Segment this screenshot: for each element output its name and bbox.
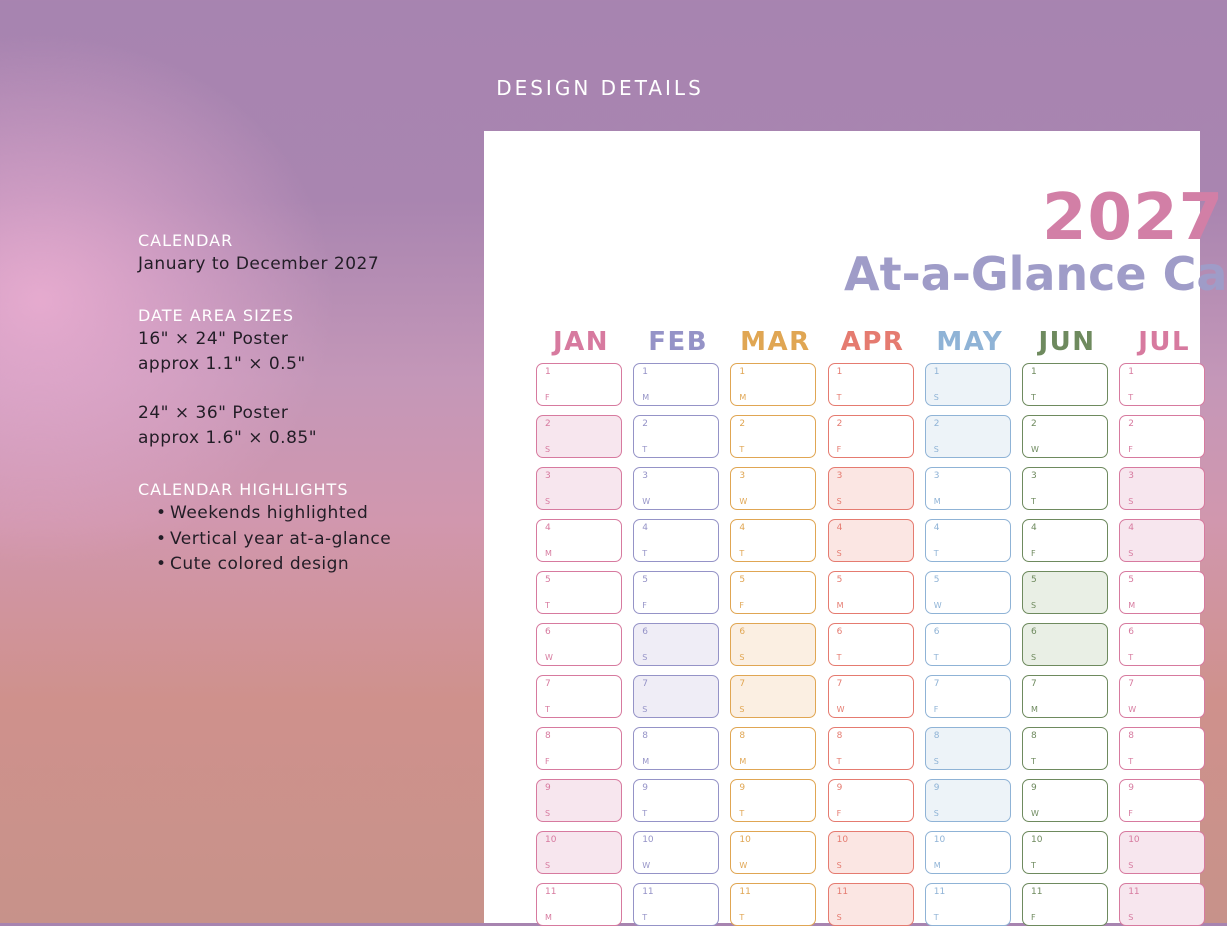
day-cell xyxy=(1022,571,1108,614)
day-number: 9 xyxy=(933,783,940,793)
day-number: 1 xyxy=(1128,367,1134,377)
day-number: 7 xyxy=(739,679,746,689)
weekday-letter: T xyxy=(642,445,648,454)
day-cell xyxy=(1119,571,1205,614)
day-cell xyxy=(633,571,719,614)
day-cell xyxy=(536,779,622,822)
day-cell xyxy=(730,415,816,458)
date-area-sizes-label: DATE AREA SIZES xyxy=(138,306,295,325)
weekday-letter: T xyxy=(739,809,745,818)
weekday-letter: S xyxy=(642,653,648,662)
day-cell xyxy=(730,623,816,666)
day-cell xyxy=(1119,727,1205,770)
day-number: 2 xyxy=(642,419,648,429)
day-number: 5 xyxy=(739,575,746,585)
day-cell xyxy=(536,675,622,718)
day-cell xyxy=(536,727,622,770)
day-number: 4 xyxy=(545,523,551,533)
highlight-item: • Weekends highlighted xyxy=(156,501,391,527)
day-cell xyxy=(828,831,914,874)
day-cell xyxy=(828,363,914,406)
weekday-letter: S xyxy=(739,653,745,662)
weekday-letter: M xyxy=(642,757,650,766)
day-cell xyxy=(730,883,816,926)
weekday-letter: T xyxy=(1128,757,1134,766)
weekday-letter: S xyxy=(836,861,842,870)
day-number: 4 xyxy=(836,523,843,533)
day-cell xyxy=(925,519,1011,562)
day-number: 1 xyxy=(1031,367,1037,377)
weekday-letter: F xyxy=(1128,445,1133,454)
day-cell xyxy=(1022,467,1108,510)
day-cell xyxy=(1022,363,1108,406)
weekday-letter: S xyxy=(545,861,551,870)
day-cell xyxy=(1119,415,1205,458)
day-cell xyxy=(1022,415,1108,458)
day-cell xyxy=(633,727,719,770)
day-cell xyxy=(828,623,914,666)
day-cell xyxy=(633,519,719,562)
day-number: 3 xyxy=(642,471,648,481)
day-cell xyxy=(633,883,719,926)
weekday-letter: M xyxy=(1128,601,1136,610)
day-number: 10 xyxy=(545,835,557,845)
day-number: 6 xyxy=(739,627,746,637)
day-cell xyxy=(730,571,816,614)
day-cell xyxy=(730,779,816,822)
month-name: APR xyxy=(840,327,905,357)
month-column-mar xyxy=(730,327,820,922)
day-cell xyxy=(536,623,622,666)
weekday-letter: S xyxy=(1128,497,1134,506)
day-cell xyxy=(633,831,719,874)
highlight-item: • Vertical year at-a-glance xyxy=(156,527,391,553)
day-cell xyxy=(925,779,1011,822)
day-cell xyxy=(536,415,622,458)
day-cell xyxy=(730,727,816,770)
page-header-title: DESIGN DETAILS xyxy=(496,76,704,100)
poster-size-large: 24" × 36" Poster xyxy=(138,403,289,423)
weekday-letter: T xyxy=(933,653,939,662)
weekday-letter: T xyxy=(545,705,550,714)
month-name: JUL xyxy=(1138,327,1191,357)
weekday-letter: S xyxy=(836,497,842,506)
poster-size-large-date-area: approx 1.6" × 0.85" xyxy=(138,428,318,448)
weekday-letter: S xyxy=(739,705,745,714)
day-cell xyxy=(730,675,816,718)
month-column-feb xyxy=(633,327,723,922)
highlights-list xyxy=(138,501,391,578)
day-number: 7 xyxy=(642,679,648,689)
day-number: 11 xyxy=(642,887,654,897)
weekday-letter: F xyxy=(1031,549,1036,558)
day-cell xyxy=(925,467,1011,510)
day-cell xyxy=(1119,467,1205,510)
weekday-letter: T xyxy=(1031,861,1036,870)
day-cell xyxy=(536,363,622,406)
weekday-letter: T xyxy=(642,913,648,922)
day-cell xyxy=(925,831,1011,874)
weekday-letter: S xyxy=(933,393,939,402)
weekday-letter: T xyxy=(1128,393,1134,402)
month-column-jun xyxy=(1022,327,1112,922)
day-number: 2 xyxy=(1031,419,1037,429)
day-cell xyxy=(1119,883,1205,926)
day-cell xyxy=(828,883,914,926)
day-number: 8 xyxy=(1031,731,1037,741)
day-number: 2 xyxy=(836,419,843,429)
month-name: MAY xyxy=(936,327,1004,357)
weekday-letter: F xyxy=(1128,809,1133,818)
day-number: 11 xyxy=(836,887,849,897)
day-number: 11 xyxy=(1031,887,1043,897)
day-number: 11 xyxy=(545,887,557,897)
weekday-letter: F xyxy=(836,809,842,818)
weekday-letter: S xyxy=(545,809,551,818)
day-cell xyxy=(925,571,1011,614)
day-cell xyxy=(925,727,1011,770)
weekday-letter: W xyxy=(933,601,942,610)
day-cell xyxy=(828,467,914,510)
day-cell xyxy=(828,727,914,770)
day-cell xyxy=(1119,519,1205,562)
day-cell xyxy=(1119,363,1205,406)
day-number: 4 xyxy=(1128,523,1134,533)
day-number: 5 xyxy=(836,575,843,585)
day-number: 6 xyxy=(1031,627,1037,637)
day-number: 3 xyxy=(545,471,551,481)
day-cell xyxy=(536,571,622,614)
day-number: 1 xyxy=(933,367,940,377)
day-cell xyxy=(730,831,816,874)
day-number: 9 xyxy=(1128,783,1134,793)
day-number: 5 xyxy=(1128,575,1134,585)
day-cell xyxy=(633,623,719,666)
weekday-letter: S xyxy=(933,757,939,766)
weekday-letter: F xyxy=(545,757,550,766)
weekday-letter: S xyxy=(642,705,648,714)
day-number: 4 xyxy=(1031,523,1037,533)
weekday-letter: M xyxy=(642,393,650,402)
day-cell xyxy=(730,363,816,406)
weekday-letter: W xyxy=(1031,445,1039,454)
day-cell xyxy=(1022,623,1108,666)
month-column-apr xyxy=(828,327,918,922)
day-number: 10 xyxy=(1031,835,1043,845)
weekday-letter: F xyxy=(933,705,939,714)
day-cell xyxy=(536,831,622,874)
month-column-jan xyxy=(536,327,626,922)
weekday-letter: M xyxy=(739,757,747,766)
weekday-letter: M xyxy=(1031,705,1038,714)
day-number: 4 xyxy=(642,523,648,533)
day-cell xyxy=(1022,727,1108,770)
day-number: 3 xyxy=(1128,471,1134,481)
day-number: 9 xyxy=(739,783,746,793)
weekday-letter: W xyxy=(1128,705,1137,714)
day-number: 8 xyxy=(933,731,940,741)
weekday-letter: F xyxy=(739,601,744,610)
day-cell xyxy=(1119,623,1205,666)
day-number: 8 xyxy=(1128,731,1134,741)
calendar-range-text: January to December 2027 xyxy=(138,254,380,274)
day-number: 10 xyxy=(739,835,751,845)
poster-size-small-date-area: approx 1.1" × 0.5" xyxy=(138,354,306,374)
day-cell xyxy=(1022,779,1108,822)
weekday-letter: W xyxy=(739,497,748,506)
weekday-letter: W xyxy=(1031,809,1039,818)
day-cell xyxy=(633,675,719,718)
weekday-letter: W xyxy=(836,705,845,714)
day-cell xyxy=(1119,831,1205,874)
day-number: 11 xyxy=(933,887,946,897)
day-number: 1 xyxy=(739,367,746,377)
day-number: 4 xyxy=(739,523,746,533)
day-cell xyxy=(925,623,1011,666)
day-number: 5 xyxy=(933,575,940,585)
day-cell xyxy=(536,883,622,926)
weekday-letter: T xyxy=(933,913,939,922)
day-number: 2 xyxy=(545,419,551,429)
day-cell xyxy=(633,779,719,822)
day-number: 8 xyxy=(836,731,843,741)
day-number: 6 xyxy=(933,627,940,637)
weekday-letter: M xyxy=(836,601,844,610)
day-number: 11 xyxy=(739,887,751,897)
weekday-letter: T xyxy=(739,549,745,558)
weekday-letter: S xyxy=(933,445,939,454)
day-number: 11 xyxy=(1128,887,1140,897)
day-cell xyxy=(1022,519,1108,562)
day-number: 8 xyxy=(545,731,551,741)
day-number: 9 xyxy=(642,783,648,793)
calendar-label: CALENDAR xyxy=(138,231,234,250)
day-number: 7 xyxy=(933,679,940,689)
day-cell xyxy=(536,519,622,562)
day-number: 3 xyxy=(836,471,843,481)
month-column-may xyxy=(925,327,1015,922)
day-number: 2 xyxy=(933,419,940,429)
weekday-letter: M xyxy=(933,497,941,506)
day-number: 6 xyxy=(545,627,551,637)
day-cell xyxy=(536,467,622,510)
weekday-letter: T xyxy=(545,601,550,610)
month-column-jul xyxy=(1119,327,1209,922)
day-number: 8 xyxy=(739,731,746,741)
day-cell xyxy=(1022,831,1108,874)
day-cell xyxy=(828,675,914,718)
day-cell xyxy=(925,363,1011,406)
poster-size-small: 16" × 24" Poster xyxy=(138,329,289,349)
calendar-highlights-label: CALENDAR HIGHLIGHTS xyxy=(138,480,349,499)
weekday-letter: S xyxy=(1128,913,1134,922)
month-name: JAN xyxy=(552,327,610,357)
day-number: 5 xyxy=(642,575,648,585)
day-cell xyxy=(925,883,1011,926)
day-cell xyxy=(828,519,914,562)
weekday-letter: F xyxy=(836,445,842,454)
day-number: 10 xyxy=(1128,835,1140,845)
weekday-letter: W xyxy=(642,861,651,870)
weekday-letter: T xyxy=(739,913,745,922)
weekday-letter: W xyxy=(739,861,748,870)
day-number: 8 xyxy=(642,731,648,741)
day-cell xyxy=(925,415,1011,458)
day-number: 7 xyxy=(1128,679,1134,689)
day-number: 1 xyxy=(545,367,551,377)
day-cell xyxy=(633,467,719,510)
day-cell xyxy=(828,571,914,614)
day-cell xyxy=(828,415,914,458)
weekday-letter: S xyxy=(545,445,551,454)
weekday-letter: T xyxy=(642,549,648,558)
weekday-letter: W xyxy=(642,497,651,506)
weekday-letter: T xyxy=(1031,757,1036,766)
day-number: 6 xyxy=(836,627,843,637)
day-cell xyxy=(828,779,914,822)
design-details-panel xyxy=(138,230,391,578)
weekday-letter: S xyxy=(836,913,842,922)
day-number: 7 xyxy=(545,679,551,689)
month-name: MAR xyxy=(740,327,811,357)
day-number: 6 xyxy=(1128,627,1134,637)
weekday-letter: S xyxy=(545,497,551,506)
day-number: 3 xyxy=(933,471,940,481)
day-cell xyxy=(1119,675,1205,718)
weekday-letter: M xyxy=(739,393,747,402)
day-number: 9 xyxy=(836,783,843,793)
weekday-letter: T xyxy=(836,653,842,662)
day-number: 9 xyxy=(545,783,551,793)
weekday-letter: S xyxy=(933,809,939,818)
day-cell xyxy=(633,363,719,406)
day-number: 7 xyxy=(1031,679,1037,689)
day-number: 10 xyxy=(933,835,946,845)
weekday-letter: M xyxy=(933,861,941,870)
day-cell xyxy=(730,467,816,510)
weekday-letter: M xyxy=(545,913,552,922)
day-number: 3 xyxy=(739,471,746,481)
weekday-letter: S xyxy=(1031,601,1037,610)
highlight-item: • Cute colored design xyxy=(156,552,391,578)
weekday-letter: F xyxy=(545,393,550,402)
calendar-poster xyxy=(484,131,1227,923)
day-number: 1 xyxy=(642,367,648,377)
day-cell xyxy=(1022,883,1108,926)
day-number: 2 xyxy=(1128,419,1134,429)
poster-subtitle: At-a-Glance Ca xyxy=(844,247,1227,301)
weekday-letter: T xyxy=(1031,497,1036,506)
day-number: 3 xyxy=(1031,471,1037,481)
weekday-letter: S xyxy=(1128,861,1134,870)
weekday-letter: T xyxy=(836,393,842,402)
day-number: 6 xyxy=(642,627,648,637)
weekday-letter: T xyxy=(1031,393,1036,402)
day-number: 5 xyxy=(1031,575,1037,585)
weekday-letter: T xyxy=(1128,653,1134,662)
day-cell xyxy=(1119,779,1205,822)
day-number: 10 xyxy=(836,835,849,845)
weekday-letter: T xyxy=(739,445,745,454)
month-name: FEB xyxy=(648,327,709,357)
day-cell xyxy=(633,415,719,458)
weekday-letter: S xyxy=(1128,549,1134,558)
day-number: 5 xyxy=(545,575,551,585)
month-name: JUN xyxy=(1038,327,1096,357)
day-number: 10 xyxy=(642,835,654,845)
weekday-letter: T xyxy=(642,809,648,818)
weekday-letter: W xyxy=(545,653,553,662)
day-number: 4 xyxy=(933,523,940,533)
poster-year: 2027 xyxy=(1042,181,1225,255)
day-number: 7 xyxy=(836,679,843,689)
weekday-letter: T xyxy=(836,757,842,766)
weekday-letter: F xyxy=(642,601,647,610)
day-number: 1 xyxy=(836,367,843,377)
weekday-letter: F xyxy=(1031,913,1036,922)
weekday-letter: M xyxy=(545,549,552,558)
weekday-letter: S xyxy=(836,549,842,558)
day-cell xyxy=(1022,675,1108,718)
day-number: 9 xyxy=(1031,783,1037,793)
weekday-letter: T xyxy=(933,549,939,558)
day-cell xyxy=(925,675,1011,718)
weekday-letter: S xyxy=(1031,653,1037,662)
day-cell xyxy=(730,519,816,562)
day-number: 2 xyxy=(739,419,746,429)
